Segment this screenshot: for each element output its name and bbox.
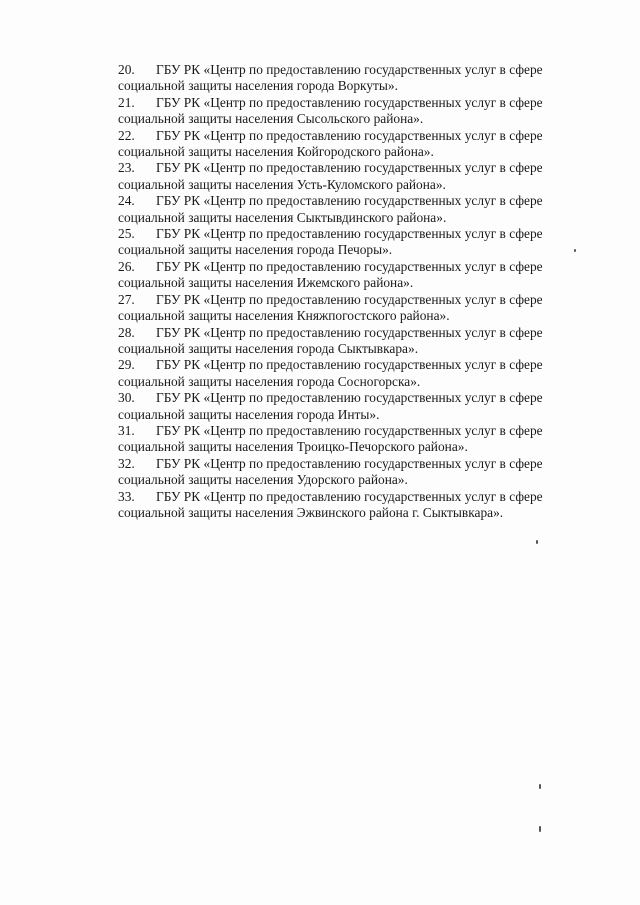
- item-text-line1: ГБУ РК «Центр по предоставлению государственных услуг в сфере: [156, 488, 543, 504]
- item-text-line2: социальной защиты населения Усть-Куломского района».: [118, 176, 446, 192]
- list-item: [118, 357, 588, 390]
- item-text-line2: социальной защиты населения Эжвинского района г. Сыктывкара».: [118, 504, 504, 520]
- item-number: 33.: [118, 488, 135, 504]
- item-text-line1: ГБУ РК «Центр по предоставлению государственных услуг в сфере: [156, 455, 543, 471]
- list-item: [118, 160, 588, 193]
- item-number: 28.: [118, 324, 135, 340]
- item-number: 32.: [118, 455, 135, 471]
- item-text-line2: социальной защиты населения города Воркуты».: [118, 78, 398, 94]
- item-number: 25.: [118, 226, 135, 242]
- item-text-line1: ГБУ РК «Центр по предоставлению государственных услуг в сфере: [156, 127, 543, 143]
- list-item: [118, 325, 588, 358]
- item-text-line1: ГБУ РК «Центр по предоставлению государственных услуг в сфере: [156, 390, 543, 406]
- item-text-line2: социальной защиты населения Койгородского района».: [118, 144, 434, 160]
- item-number: 30.: [118, 390, 135, 406]
- item-number: 23.: [118, 160, 135, 176]
- item-number: 22.: [118, 127, 135, 143]
- item-text-line1: ГБУ РК «Центр по предоставлению государственных услуг в сфере: [156, 357, 543, 373]
- item-number: 24.: [118, 193, 135, 209]
- item-text-line2: социальной защиты населения Княжпогостского района».: [118, 308, 450, 324]
- list-item: [118, 128, 588, 161]
- item-text-line2: социальной защиты населения города Инты».: [118, 406, 380, 422]
- list-item: [118, 62, 588, 95]
- item-number: 31.: [118, 422, 135, 438]
- item-text-line1: ГБУ РК «Центр по предоставлению государственных услуг в сфере: [156, 193, 543, 209]
- item-text-line1: ГБУ РК «Центр по предоставлению государственных услуг в сфере: [156, 62, 543, 77]
- scan-speck: [539, 784, 541, 789]
- organization-list: [118, 62, 588, 521]
- item-number: 29.: [118, 357, 135, 373]
- list-item: [118, 390, 588, 423]
- item-text-line1: ГБУ РК «Центр по предоставлению государственных услуг в сфере: [156, 291, 543, 307]
- item-text-line1: ГБУ РК «Центр по предоставлению государственных услуг в сфере: [156, 160, 543, 176]
- item-number: 27.: [118, 291, 135, 307]
- scan-speck: [574, 249, 576, 252]
- list-item: [118, 193, 588, 226]
- list-item: [118, 423, 588, 456]
- list-item: [118, 95, 588, 128]
- item-text-line2: социальной защиты населения Ижемского района».: [118, 275, 414, 291]
- item-text-line2: социальной защиты населения Троицко-Печорского района».: [118, 439, 468, 455]
- item-number: 20.: [118, 62, 135, 77]
- item-text-line2: социальной защиты населения города Сосногорска».: [118, 373, 421, 389]
- scan-speck: [539, 826, 541, 832]
- item-text-line1: ГБУ РК «Центр по предоставлению государственных услуг в сфере: [156, 324, 543, 340]
- scan-speck: [536, 540, 538, 544]
- item-text-line1: ГБУ РК «Центр по предоставлению государственных услуг в сфере: [156, 94, 543, 110]
- list-item: [118, 226, 588, 259]
- item-text-line1: ГБУ РК «Центр по предоставлению государственных услуг в сфере: [156, 422, 543, 438]
- item-number: 21.: [118, 94, 135, 110]
- list-item: [118, 456, 588, 489]
- list-item: [118, 292, 588, 325]
- item-number: 26.: [118, 258, 135, 274]
- list-item: [118, 259, 588, 292]
- list-item: [118, 489, 588, 522]
- item-text-line2: социальной защиты населения города Печоры».: [118, 242, 393, 258]
- item-text-line2: социальной защиты населения Удорского района».: [118, 472, 408, 488]
- item-text-line2: социальной защиты населения города Сыктывкара».: [118, 340, 419, 356]
- item-text-line2: социальной защиты населения Сыктывдинского района».: [118, 209, 447, 225]
- item-text-line1: ГБУ РК «Центр по предоставлению государственных услуг в сфере: [156, 226, 543, 242]
- item-text-line1: ГБУ РК «Центр по предоставлению государственных услуг в сфере: [156, 258, 543, 274]
- item-text-line2: социальной защиты населения Сысольского района».: [118, 111, 424, 127]
